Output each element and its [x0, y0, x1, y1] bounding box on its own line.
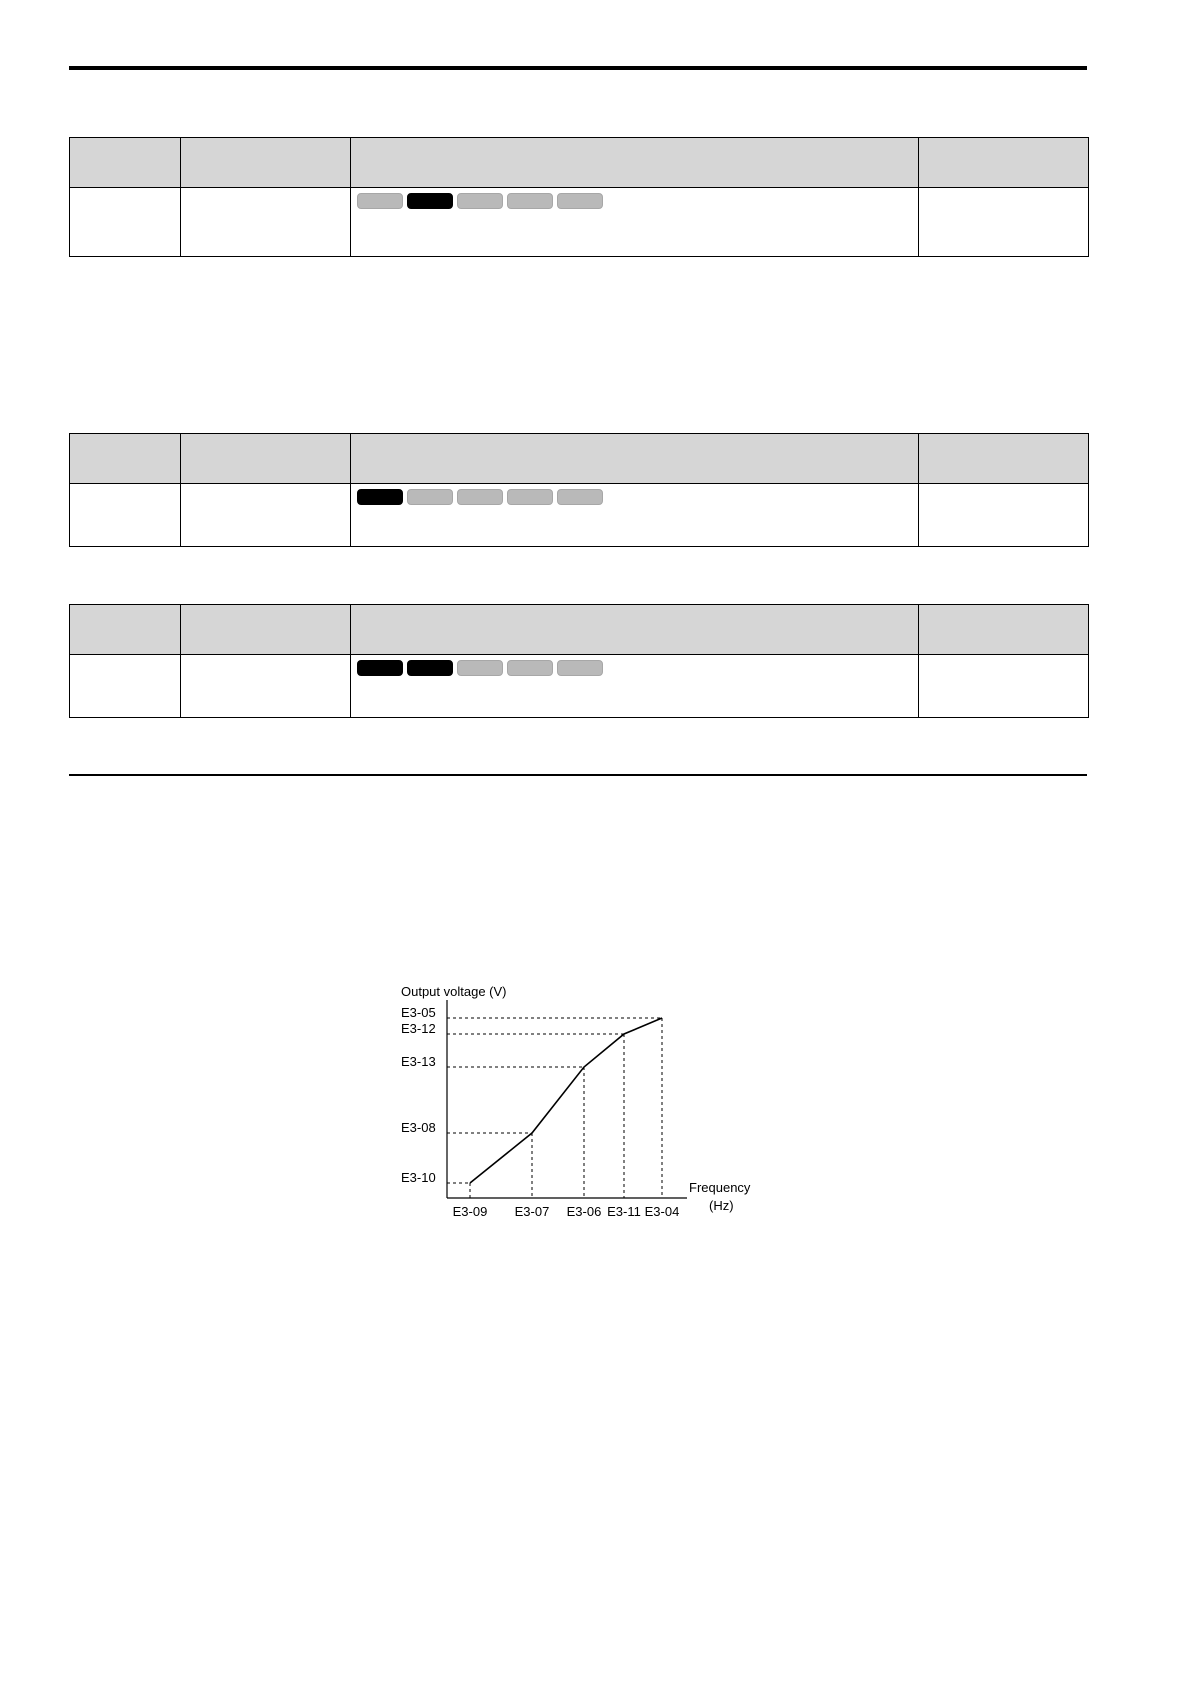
- parameter-table-1: [69, 137, 1089, 257]
- vf-pattern-chart: [395, 980, 775, 1220]
- header-cell: [70, 605, 181, 655]
- control-mode-badges: [351, 655, 918, 676]
- control-mode-badge: [357, 489, 403, 505]
- section-rule: [69, 774, 1087, 776]
- x-tick-label: E3-09: [452, 1204, 488, 1219]
- parameter-table-2: [69, 433, 1089, 547]
- table-row: [70, 484, 1089, 547]
- x-axis-label-line1: Frequency: [689, 1180, 751, 1195]
- control-mode-badges: [351, 188, 918, 209]
- control-mode-badge: [457, 193, 503, 209]
- y-axis-label: Output voltage (V): [401, 984, 507, 999]
- header-cell: [70, 434, 181, 484]
- cell: [919, 655, 1089, 718]
- header-rule: [69, 66, 1087, 70]
- y-tick-label: E3-05: [401, 1005, 436, 1020]
- x-axis-label-line2: (Hz): [709, 1198, 734, 1213]
- header-cell: [181, 605, 351, 655]
- control-mode-badge: [407, 193, 453, 209]
- vf-curve: [470, 1018, 662, 1183]
- cell: [919, 484, 1089, 547]
- header-cell: [919, 138, 1089, 188]
- control-mode-badge: [507, 660, 553, 676]
- x-tick-label: E3-04: [644, 1204, 680, 1219]
- table-header-row: [70, 434, 1089, 484]
- y-tick-label: E3-12: [401, 1021, 436, 1036]
- control-mode-badge: [407, 489, 453, 505]
- table-header-row: [70, 605, 1089, 655]
- reference-lines: [447, 1018, 662, 1198]
- table-row: [70, 655, 1089, 718]
- table-row: [70, 188, 1089, 257]
- header-cell: [351, 434, 919, 484]
- y-tick-label: E3-08: [401, 1120, 436, 1135]
- parameter-table-3: [69, 604, 1089, 718]
- control-mode-badge: [357, 660, 403, 676]
- y-tick-label: E3-13: [401, 1054, 436, 1069]
- header-cell: [351, 138, 919, 188]
- table-header-row: [70, 138, 1089, 188]
- control-mode-badge: [557, 660, 603, 676]
- y-tick-label: E3-10: [401, 1170, 436, 1185]
- cell: [181, 188, 351, 257]
- header-cell: [181, 138, 351, 188]
- cell: [351, 188, 919, 257]
- cell: [70, 655, 181, 718]
- cell: [919, 188, 1089, 257]
- header-cell: [181, 434, 351, 484]
- cell: [181, 655, 351, 718]
- header-cell: [70, 138, 181, 188]
- control-mode-badge: [557, 193, 603, 209]
- x-tick-labels: [453, 1204, 680, 1219]
- y-tick-labels: [401, 1005, 436, 1185]
- x-tick-label: E3-11: [607, 1204, 641, 1219]
- control-mode-badge: [507, 489, 553, 505]
- x-tick-label: E3-06: [566, 1204, 602, 1219]
- cell: [351, 655, 919, 718]
- control-mode-badges: [351, 484, 918, 505]
- header-cell: [351, 605, 919, 655]
- cell: [181, 484, 351, 547]
- cell: [70, 188, 181, 257]
- header-cell: [919, 605, 1089, 655]
- cell: [70, 484, 181, 547]
- control-mode-badge: [407, 660, 453, 676]
- x-tick-label: E3-07: [514, 1204, 550, 1219]
- header-cell: [919, 434, 1089, 484]
- control-mode-badge: [457, 660, 503, 676]
- control-mode-badge: [507, 193, 553, 209]
- control-mode-badge: [357, 193, 403, 209]
- cell: [351, 484, 919, 547]
- control-mode-badge: [557, 489, 603, 505]
- control-mode-badge: [457, 489, 503, 505]
